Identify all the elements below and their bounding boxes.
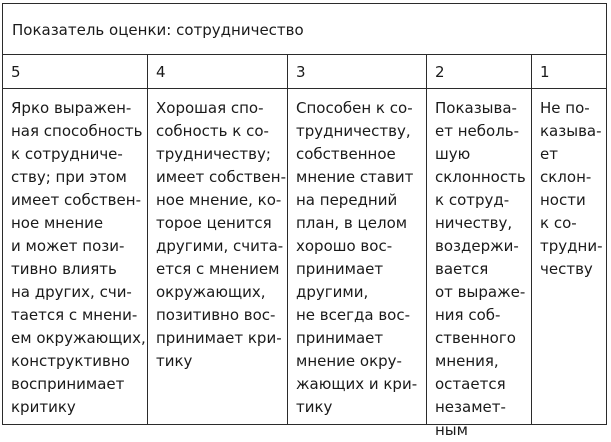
description-text xyxy=(156,97,286,373)
description-line: ное мнение, ко- xyxy=(156,191,282,209)
description-line: трудничеству; xyxy=(156,145,271,163)
score-cell-3 xyxy=(288,55,427,88)
description-line: собственное xyxy=(296,145,396,163)
description-line: ственного xyxy=(435,329,516,347)
description-line: остается xyxy=(435,375,506,393)
description-line: позитивно вос- xyxy=(156,306,276,324)
table-header-row xyxy=(3,4,606,55)
description-line: ное мнение xyxy=(11,214,104,232)
description-cell-4 xyxy=(148,89,288,424)
description-line: тику xyxy=(156,352,193,370)
description-cell-2 xyxy=(427,89,532,439)
description-line: трудни- xyxy=(540,237,603,255)
description-line: казыва- xyxy=(540,122,602,140)
description-line: хорошо вос- xyxy=(296,237,393,255)
score-label: 4 xyxy=(156,63,166,81)
evaluation-table xyxy=(2,3,607,439)
description-cell-3 xyxy=(288,89,427,424)
description-line: план, в целом xyxy=(296,214,408,232)
description-line: склон- xyxy=(540,168,592,186)
description-line: ем окружающих, xyxy=(11,329,146,347)
description-line: мнение окру- xyxy=(296,352,402,370)
score-label: 5 xyxy=(11,63,21,81)
description-line: на других, счи- xyxy=(11,283,132,301)
description-line: другими, xyxy=(296,283,369,301)
description-line: имеет собствен- xyxy=(11,191,141,209)
description-line: не всегда вос- xyxy=(296,306,411,324)
score-label: 2 xyxy=(435,63,445,81)
score-label: 3 xyxy=(296,63,306,81)
description-line: окружающих, xyxy=(156,283,266,301)
description-line: незамет- xyxy=(435,398,506,416)
description-line: мнение ставит xyxy=(296,168,414,186)
description-line: принимает xyxy=(296,260,384,278)
score-cell-1 xyxy=(532,55,606,88)
description-line: Хорошая спо- xyxy=(156,99,264,117)
description-line: тается с мнени- xyxy=(11,306,138,324)
description-line: другими, счита- xyxy=(156,237,284,255)
description-line: собность к со- xyxy=(156,122,269,140)
score-row xyxy=(3,55,606,89)
description-line: имеет собствен- xyxy=(156,168,286,186)
description-line: склонность xyxy=(435,168,526,186)
description-line: воспринимает xyxy=(11,375,125,393)
description-line: ным xyxy=(435,421,468,439)
description-line: трудничеству, xyxy=(296,122,411,140)
description-line: ная способность xyxy=(11,122,143,140)
description-line: Ярко выражен- xyxy=(11,99,132,117)
description-line: Способен к со- xyxy=(296,99,413,117)
description-line: воздержи- xyxy=(435,237,519,255)
description-line: тику xyxy=(296,398,333,416)
description-line: критику xyxy=(11,398,76,416)
description-line: к сотрудниче- xyxy=(11,145,123,163)
description-line: ет xyxy=(540,145,558,163)
description-line: шую xyxy=(435,145,471,163)
score-cell-2 xyxy=(427,55,532,88)
description-line: ется с мнением xyxy=(156,260,280,278)
description-line: к со- xyxy=(540,214,577,232)
description-line: от выраже- xyxy=(435,283,526,301)
description-line: мнения, xyxy=(435,352,499,370)
description-cell-5 xyxy=(3,89,148,424)
description-text xyxy=(540,97,602,281)
description-line: вается xyxy=(435,260,489,278)
description-text xyxy=(296,97,417,419)
description-cell-1 xyxy=(532,89,606,424)
description-line: ет неболь- xyxy=(435,122,520,140)
description-line: Не по- xyxy=(540,99,590,117)
description-text xyxy=(11,97,146,419)
description-line: торое ценится xyxy=(156,214,272,232)
description-line: принимает кри- xyxy=(156,329,282,347)
score-cell-4 xyxy=(148,55,288,88)
description-line: конструктивно xyxy=(11,352,130,370)
description-line: к сотруд- xyxy=(435,191,510,209)
table-title: Показатель оценки: сотрудничество xyxy=(12,21,304,39)
score-cell-5 xyxy=(3,55,148,88)
description-line: ния соб- xyxy=(435,306,501,324)
description-line: на передний xyxy=(296,191,398,209)
description-line: ству; при этом xyxy=(11,168,127,186)
score-label: 1 xyxy=(540,63,550,81)
description-line: Показыва- xyxy=(435,99,517,117)
description-line: ности xyxy=(540,191,586,209)
description-line: принимает xyxy=(296,329,384,347)
description-line: жающих и кри- xyxy=(296,375,418,393)
description-line: тивно влиять xyxy=(11,260,117,278)
description-row xyxy=(3,89,606,439)
description-line: и может пози- xyxy=(11,237,125,255)
description-line: ничеству, xyxy=(435,214,513,232)
description-line: честву xyxy=(540,260,593,278)
description-text xyxy=(435,97,526,442)
